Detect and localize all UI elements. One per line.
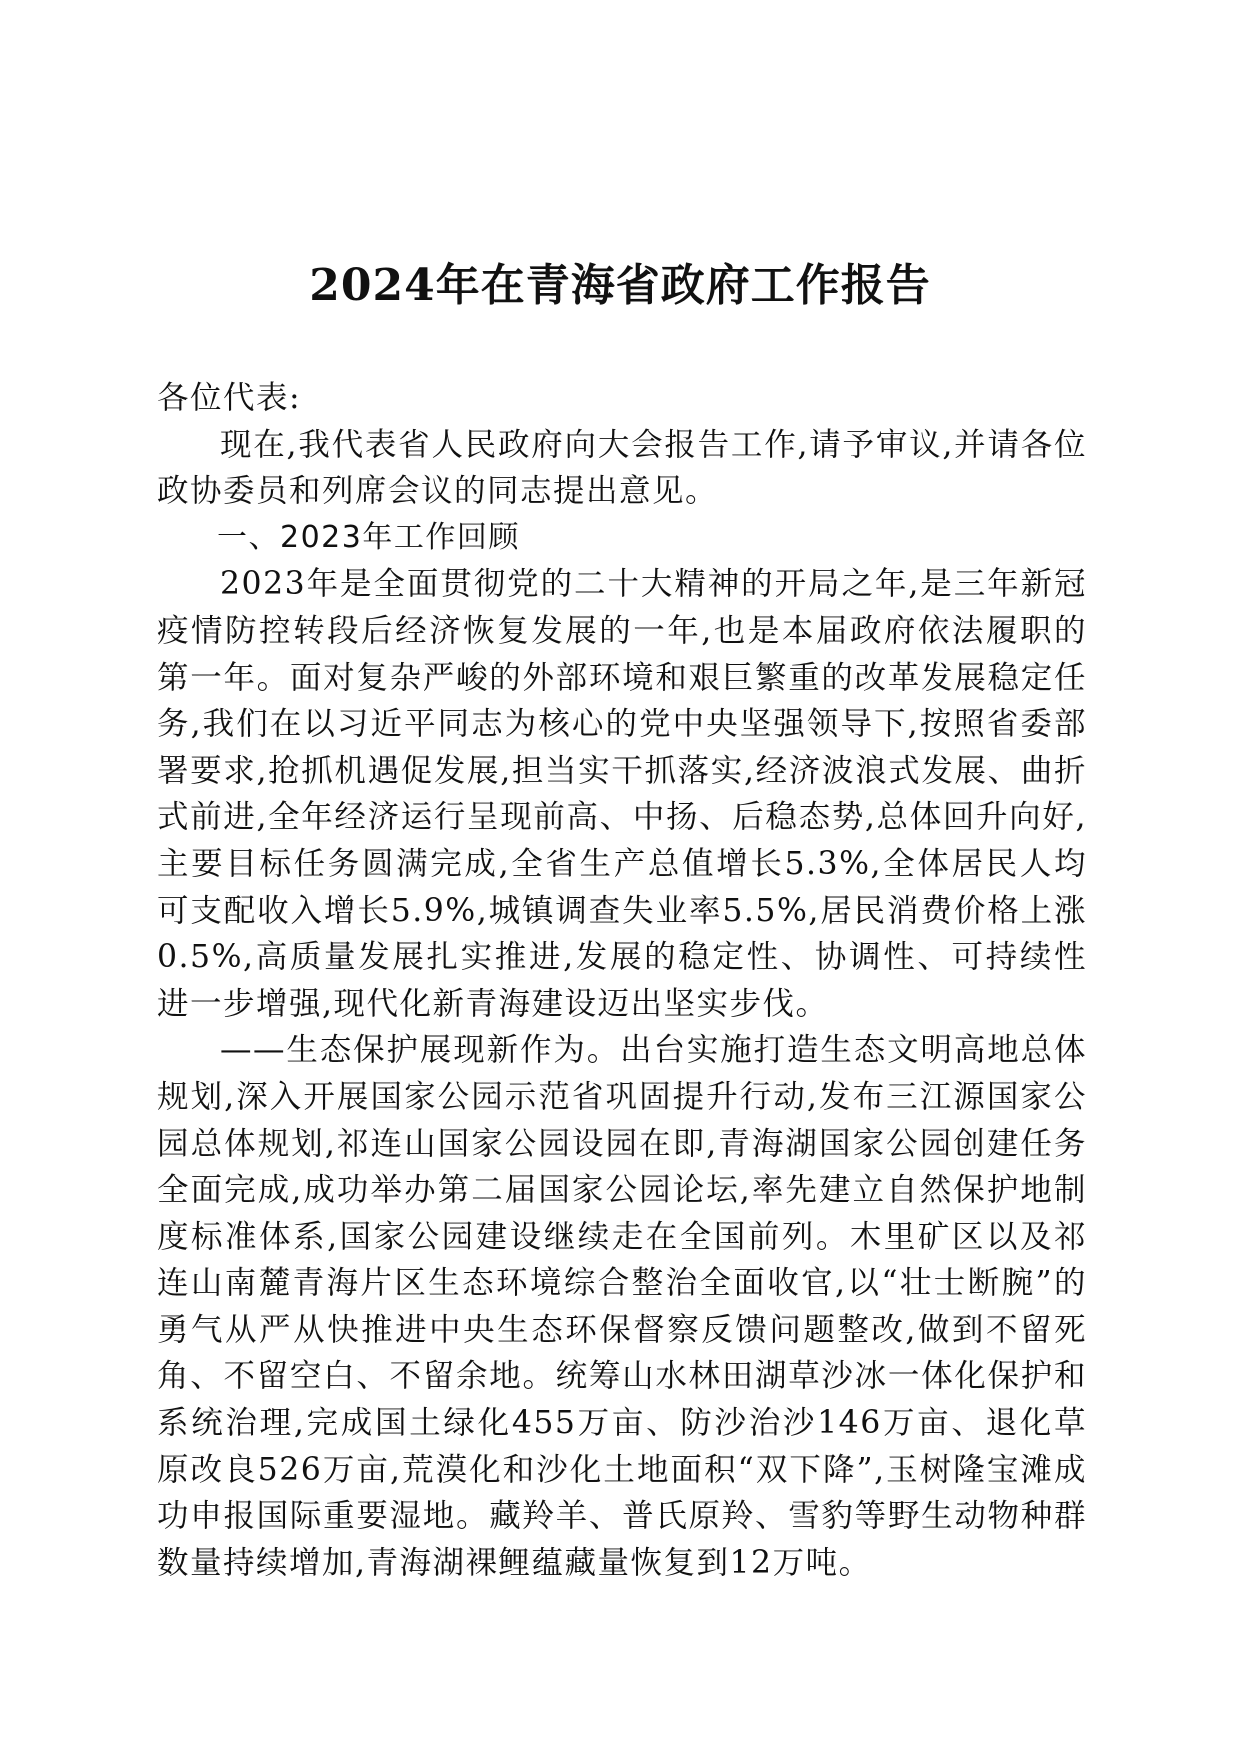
paragraph-review: 2023年是全面贯彻党的二十大精神的开局之年,是三年新冠疫情防控转段后经济恢复发展的一年,也是本届政府依法履职的第一年。面对复杂严峻的外部环境和艰巨繁重的改革发展稳定任务,我们在以习近平同志为核心的党中央坚强领导下,按照省委部署要求,抢抓机遇促发展,担当实干抓落实,经济波浪式发展、曲折式前进,全年经济运行呈现前高、中扬、后稳态势,总体回升向好,主要目标任务圆满完成,全省生产总值增长5.3%,全体居民人均可支配收入增长5.9%,城镇调查失业率5.5%,居民消费价格上涨0.5%,高质量发展扎实推进,发展的稳定性、协调性、可持续性进一步增强,现代化新青海建设迈出坚实步伐。 — [157, 566, 1087, 1022]
paragraph-opening: 现在,我代表省人民政府向大会报告工作,请予审议,并请各位政协委员和列席会议的同志提出意见。 — [157, 426, 1087, 510]
document-body — [157, 375, 1087, 1586]
section-heading: 一、2023年工作回顾 — [217, 519, 520, 555]
salutation: 各位代表: — [157, 380, 302, 416]
document-title: 2024年在青海省政府工作报告 — [309, 260, 931, 311]
paragraph-ecology: ——生态保护展现新作为。出台实施打造生态文明高地总体规划,深入开展国家公园示范省巩固提升行动,发布三江源国家公园总体规划,祁连山国家公园设园在即,青海湖国家公园创建任务全面完成,成功举办第二届国家公园论坛,率先建立自然保护地制度标准体系,国家公园建设继续走在全国前列。木里矿区以及祁连山南麓青海片区生态环境综合整治全面收官,以“壮士断腕”的勇气从严从快推进中央生态环保督察反馈问题整改,做到不留死角、不留空白、不留余地。统筹山水林田湖草沙冰一体化保护和系统治理,完成国土绿化455万亩、防沙治沙146万亩、退化草原改良526万亩,荒漠化和沙化土地面积“双下降”,玉树隆宝滩成功申报国际重要湿地。藏羚羊、普氏原羚、雪豹等野生动物种群数量持续增加,青海湖裸鲤蕴藏量恢复到12万吨。 — [157, 1032, 1087, 1581]
